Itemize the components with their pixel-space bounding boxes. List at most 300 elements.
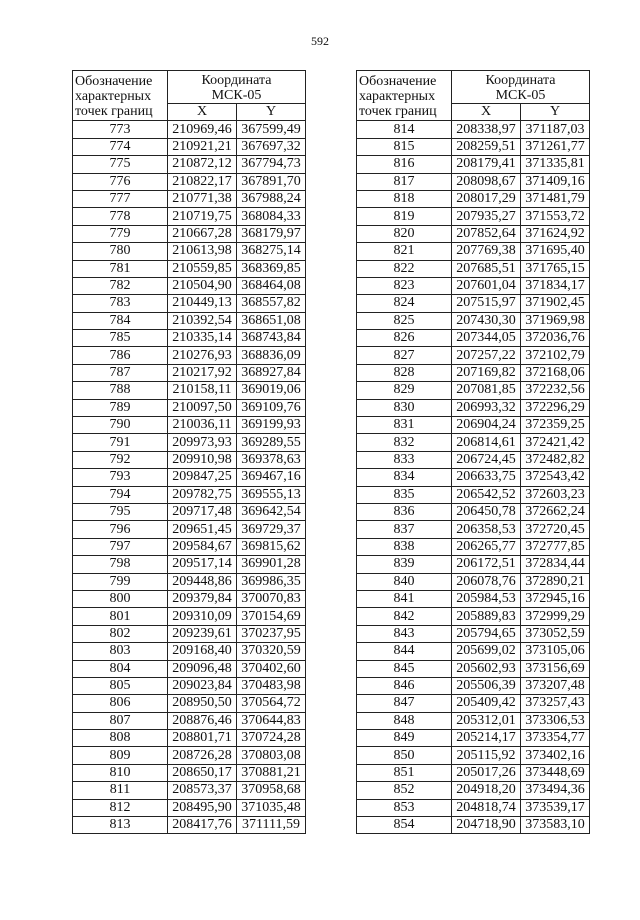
point-id-cell: 786: [73, 347, 168, 364]
table-row: [357, 295, 590, 312]
table-row: [357, 451, 590, 468]
point-id-cell: 817: [357, 173, 452, 190]
point-id-cell: 780: [73, 243, 168, 260]
point-id-cell: 787: [73, 364, 168, 381]
x-coordinate-cell: 205506,39: [452, 677, 521, 694]
point-id-cell: 826: [357, 330, 452, 347]
point-id-cell: 846: [357, 677, 452, 694]
x-coordinate-cell: 205602,93: [452, 660, 521, 677]
x-coordinate-cell: 206450,78: [452, 503, 521, 520]
y-coordinate-cell: 372036,76: [521, 330, 590, 347]
x-coordinate-cell: 210392,54: [168, 312, 237, 329]
table-row: [73, 121, 306, 138]
table-row: [73, 399, 306, 416]
x-coordinate-cell: 206993,32: [452, 399, 521, 416]
table-row: [357, 434, 590, 451]
x-coordinate-cell: 210335,14: [168, 330, 237, 347]
point-id-cell: 807: [73, 712, 168, 729]
point-id-cell: 852: [357, 782, 452, 799]
point-id-cell: 782: [73, 277, 168, 294]
point-id-cell: 827: [357, 347, 452, 364]
y-coordinate-cell: 368275,14: [237, 243, 306, 260]
y-coordinate-cell: 373494,36: [521, 782, 590, 799]
x-coordinate-cell: 209448,86: [168, 573, 237, 590]
y-coordinate-cell: 372662,24: [521, 503, 590, 520]
y-coordinate-cell: 370881,21: [237, 764, 306, 781]
y-coordinate-cell: 368836,09: [237, 347, 306, 364]
y-coordinate-cell: 367988,24: [237, 190, 306, 207]
point-id-cell: 845: [357, 660, 452, 677]
y-coordinate-cell: 371553,72: [521, 208, 590, 225]
table-row: [73, 799, 306, 816]
y-coordinate-cell: 371335,81: [521, 156, 590, 173]
point-id-cell: 802: [73, 625, 168, 642]
y-coordinate-cell: 371969,98: [521, 312, 590, 329]
x-column-header: X: [452, 104, 521, 121]
table-row: [73, 625, 306, 642]
x-coordinate-cell: 208573,37: [168, 782, 237, 799]
y-coordinate-cell: 370402,60: [237, 660, 306, 677]
x-coordinate-cell: 208417,76: [168, 817, 237, 834]
point-id-cell: 810: [73, 764, 168, 781]
y-coordinate-cell: 367891,70: [237, 173, 306, 190]
x-coordinate-cell: 206172,51: [452, 556, 521, 573]
y-coordinate-cell: 368464,08: [237, 277, 306, 294]
x-coordinate-cell: 206633,75: [452, 469, 521, 486]
point-id-cell: 830: [357, 399, 452, 416]
point-id-cell: 853: [357, 799, 452, 816]
y-coordinate-cell: 369019,06: [237, 382, 306, 399]
point-id-cell: 812: [73, 799, 168, 816]
x-coordinate-cell: 210158,11: [168, 382, 237, 399]
table-row: [73, 382, 306, 399]
point-id-cell: 831: [357, 417, 452, 434]
x-coordinate-cell: 207769,38: [452, 243, 521, 260]
point-id-cell: 804: [73, 660, 168, 677]
table-row: [73, 364, 306, 381]
y-coordinate-cell: 367599,49: [237, 121, 306, 138]
x-coordinate-cell: 205017,26: [452, 764, 521, 781]
x-coordinate-cell: 209782,75: [168, 486, 237, 503]
table-row: [73, 486, 306, 503]
y-coordinate-cell: 369901,28: [237, 556, 306, 573]
y-coordinate-cell: 371834,17: [521, 277, 590, 294]
point-id-cell: 789: [73, 399, 168, 416]
x-coordinate-cell: 209168,40: [168, 643, 237, 660]
y-coordinate-cell: 372999,29: [521, 608, 590, 625]
y-coordinate-cell: 371902,45: [521, 295, 590, 312]
point-id-cell: 835: [357, 486, 452, 503]
coordinate-system: МСК-05: [211, 88, 262, 103]
x-coordinate-cell: 210097,50: [168, 399, 237, 416]
table-row: [357, 538, 590, 555]
table-row: [73, 190, 306, 207]
y-coordinate-cell: 369642,54: [237, 503, 306, 520]
y-coordinate-cell: 370154,69: [237, 608, 306, 625]
point-id-cell: 841: [357, 590, 452, 607]
table-row: [357, 347, 590, 364]
table-row: [73, 260, 306, 277]
coordinate-system: МСК-05: [495, 88, 546, 103]
point-id-cell: 816: [357, 156, 452, 173]
x-coordinate-cell: 206904,24: [452, 417, 521, 434]
x-coordinate-cell: 209973,93: [168, 434, 237, 451]
table-row: [73, 312, 306, 329]
x-coordinate-cell: 209910,98: [168, 451, 237, 468]
y-coordinate-cell: 369467,16: [237, 469, 306, 486]
y-coordinate-cell: 367697,32: [237, 138, 306, 155]
y-coordinate-cell: 369109,76: [237, 399, 306, 416]
x-coordinate-cell: 207601,04: [452, 277, 521, 294]
table-row: [357, 521, 590, 538]
x-coordinate-cell: 204818,74: [452, 799, 521, 816]
y-coordinate-cell: 370320,59: [237, 643, 306, 660]
y-coordinate-cell: 370483,98: [237, 677, 306, 694]
y-coordinate-cell: 367794,73: [237, 156, 306, 173]
y-coordinate-cell: 368927,84: [237, 364, 306, 381]
y-coordinate-cell: 369729,37: [237, 521, 306, 538]
point-id-cell: 838: [357, 538, 452, 555]
point-id-cell: 792: [73, 451, 168, 468]
y-coordinate-cell: 372720,45: [521, 521, 590, 538]
y-coordinate-cell: 370724,28: [237, 730, 306, 747]
y-coordinate-cell: 372168,06: [521, 364, 590, 381]
point-id-cell: 800: [73, 590, 168, 607]
x-coordinate-cell: 208876,46: [168, 712, 237, 729]
point-id-cell: 779: [73, 225, 168, 242]
y-coordinate-cell: 371187,03: [521, 121, 590, 138]
table-row: [357, 469, 590, 486]
y-coordinate-cell: 371035,48: [237, 799, 306, 816]
x-coordinate-cell: 210036,11: [168, 417, 237, 434]
y-coordinate-cell: 369815,62: [237, 538, 306, 555]
table-row: [73, 521, 306, 538]
table-row: [357, 573, 590, 590]
point-id-cell: 814: [357, 121, 452, 138]
y-coordinate-cell: 369378,63: [237, 451, 306, 468]
table-row: [73, 138, 306, 155]
y-coordinate-cell: 373156,69: [521, 660, 590, 677]
y-coordinate-cell: 373257,43: [521, 695, 590, 712]
x-coordinate-cell: 208950,50: [168, 695, 237, 712]
y-coordinate-cell: 372296,29: [521, 399, 590, 416]
y-coordinate-cell: 372421,42: [521, 434, 590, 451]
y-coordinate-cell: 372232,56: [521, 382, 590, 399]
x-coordinate-cell: 210449,13: [168, 295, 237, 312]
x-coordinate-cell: 204718,90: [452, 817, 521, 834]
point-id-cell: 842: [357, 608, 452, 625]
y-coordinate-cell: 373354,77: [521, 730, 590, 747]
point-id-cell: 819: [357, 208, 452, 225]
x-coordinate-cell: 208495,90: [168, 799, 237, 816]
table-row: [73, 417, 306, 434]
point-id-cell: 815: [357, 138, 452, 155]
table-row: [357, 312, 590, 329]
y-coordinate-cell: 372890,21: [521, 573, 590, 590]
y-coordinate-cell: 373105,06: [521, 643, 590, 660]
x-coordinate-cell: 206265,77: [452, 538, 521, 555]
x-coordinate-cell: 205312,01: [452, 712, 521, 729]
point-id-cell: 829: [357, 382, 452, 399]
y-coordinate-cell: 373207,48: [521, 677, 590, 694]
point-id-cell: 825: [357, 312, 452, 329]
table-row: [357, 364, 590, 381]
point-designation-header: Обозначение характерных точек границ: [357, 71, 452, 121]
point-id-cell: 783: [73, 295, 168, 312]
x-coordinate-cell: 208338,97: [452, 121, 521, 138]
point-id-cell: 777: [73, 190, 168, 207]
x-coordinate-cell: 209096,48: [168, 660, 237, 677]
point-id-cell: 850: [357, 747, 452, 764]
point-id-cell: 809: [73, 747, 168, 764]
point-id-cell: 790: [73, 417, 168, 434]
table-row: [357, 138, 590, 155]
table-row: [73, 695, 306, 712]
x-coordinate-cell: 207515,97: [452, 295, 521, 312]
table-row: [73, 556, 306, 573]
x-coordinate-cell: 209023,84: [168, 677, 237, 694]
point-id-cell: 849: [357, 730, 452, 747]
point-id-cell: 839: [357, 556, 452, 573]
coordinates-table-left: [72, 70, 306, 834]
table-row: [357, 417, 590, 434]
table-row: [73, 782, 306, 799]
table-row: [357, 712, 590, 729]
table-row: [357, 190, 590, 207]
table-row: [73, 608, 306, 625]
x-coordinate-cell: 208726,28: [168, 747, 237, 764]
y-coordinate-cell: 373402,16: [521, 747, 590, 764]
x-coordinate-cell: 210667,28: [168, 225, 237, 242]
table-row: [357, 382, 590, 399]
y-coordinate-cell: 370237,95: [237, 625, 306, 642]
y-coordinate-cell: 372603,23: [521, 486, 590, 503]
x-coordinate-cell: 210771,38: [168, 190, 237, 207]
table-row: [73, 434, 306, 451]
table-row: [73, 277, 306, 294]
y-coordinate-cell: 371111,59: [237, 817, 306, 834]
x-coordinate-cell: 208017,29: [452, 190, 521, 207]
x-coordinate-cell: 208801,71: [168, 730, 237, 747]
x-coordinate-cell: 210276,93: [168, 347, 237, 364]
point-id-cell: 824: [357, 295, 452, 312]
coordinate-title: Координата: [485, 73, 556, 88]
table-row: [73, 156, 306, 173]
x-coordinate-cell: 209310,09: [168, 608, 237, 625]
table-row: [73, 451, 306, 468]
x-coordinate-cell: 210504,90: [168, 277, 237, 294]
table-row: [73, 764, 306, 781]
y-coordinate-cell: 370803,08: [237, 747, 306, 764]
x-coordinate-cell: 209517,14: [168, 556, 237, 573]
y-column-header: Y: [521, 104, 590, 121]
table-row: [357, 730, 590, 747]
table-row: [73, 208, 306, 225]
table-row: [73, 677, 306, 694]
x-coordinate-cell: 210217,92: [168, 364, 237, 381]
point-id-cell: 805: [73, 677, 168, 694]
table-row: [73, 643, 306, 660]
table-row: [357, 208, 590, 225]
point-id-cell: 834: [357, 469, 452, 486]
y-coordinate-cell: 368179,97: [237, 225, 306, 242]
y-coordinate-cell: 372834,44: [521, 556, 590, 573]
coordinate-header: [452, 71, 590, 104]
table-row: [357, 243, 590, 260]
y-coordinate-cell: 371261,77: [521, 138, 590, 155]
point-id-cell: 797: [73, 538, 168, 555]
table-row: [357, 625, 590, 642]
table-row: [357, 486, 590, 503]
y-column-header: Y: [237, 104, 306, 121]
x-coordinate-cell: 205214,17: [452, 730, 521, 747]
x-coordinate-cell: 209379,84: [168, 590, 237, 607]
table-row: [357, 590, 590, 607]
y-coordinate-cell: 369555,13: [237, 486, 306, 503]
x-coordinate-cell: 207430,30: [452, 312, 521, 329]
point-id-cell: 799: [73, 573, 168, 590]
table-row: [73, 225, 306, 242]
coordinate-header: [168, 71, 306, 104]
y-coordinate-cell: 368557,82: [237, 295, 306, 312]
y-coordinate-cell: 372777,85: [521, 538, 590, 555]
point-id-cell: 828: [357, 364, 452, 381]
table-row: [73, 243, 306, 260]
x-coordinate-cell: 210921,21: [168, 138, 237, 155]
x-coordinate-cell: 209717,48: [168, 503, 237, 520]
table-row: [73, 469, 306, 486]
table-row: [357, 173, 590, 190]
x-coordinate-cell: 204918,20: [452, 782, 521, 799]
point-id-cell: 818: [357, 190, 452, 207]
x-coordinate-cell: 206542,52: [452, 486, 521, 503]
y-coordinate-cell: 369986,35: [237, 573, 306, 590]
table-row: [73, 538, 306, 555]
y-coordinate-cell: 373539,17: [521, 799, 590, 816]
y-coordinate-cell: 370070,83: [237, 590, 306, 607]
table-row: [73, 747, 306, 764]
table-row: [73, 503, 306, 520]
y-coordinate-cell: 373583,10: [521, 817, 590, 834]
page-number: 592: [311, 34, 329, 48]
point-id-cell: 781: [73, 260, 168, 277]
table-row: [357, 764, 590, 781]
x-coordinate-cell: 208179,41: [452, 156, 521, 173]
point-id-cell: 844: [357, 643, 452, 660]
point-id-cell: 778: [73, 208, 168, 225]
x-coordinate-cell: 210559,85: [168, 260, 237, 277]
table-row: [357, 330, 590, 347]
y-coordinate-cell: 371765,15: [521, 260, 590, 277]
table-row: [357, 799, 590, 816]
x-coordinate-cell: 206724,45: [452, 451, 521, 468]
point-id-cell: 803: [73, 643, 168, 660]
point-id-cell: 785: [73, 330, 168, 347]
y-coordinate-cell: 369289,55: [237, 434, 306, 451]
point-id-cell: 776: [73, 173, 168, 190]
x-coordinate-cell: 205699,02: [452, 643, 521, 660]
point-id-cell: 801: [73, 608, 168, 625]
point-id-cell: 820: [357, 225, 452, 242]
y-coordinate-cell: 372945,16: [521, 590, 590, 607]
x-coordinate-cell: 207257,22: [452, 347, 521, 364]
table-row: [357, 260, 590, 277]
point-id-cell: 813: [73, 817, 168, 834]
table-row: [357, 121, 590, 138]
y-coordinate-cell: 373052,59: [521, 625, 590, 642]
table-row: [73, 817, 306, 834]
y-coordinate-cell: 371481,79: [521, 190, 590, 207]
x-coordinate-cell: 210969,46: [168, 121, 237, 138]
point-id-cell: 798: [73, 556, 168, 573]
table-row: [357, 660, 590, 677]
x-coordinate-cell: 210872,12: [168, 156, 237, 173]
table-row: [73, 730, 306, 747]
coordinate-title: Координата: [201, 73, 272, 88]
x-coordinate-cell: 210822,17: [168, 173, 237, 190]
table-row: [73, 660, 306, 677]
point-id-cell: 775: [73, 156, 168, 173]
x-coordinate-cell: 209239,61: [168, 625, 237, 642]
point-id-cell: 854: [357, 817, 452, 834]
x-coordinate-cell: 205115,92: [452, 747, 521, 764]
table-row: [357, 677, 590, 694]
y-coordinate-cell: 371624,92: [521, 225, 590, 242]
x-coordinate-cell: 205409,42: [452, 695, 521, 712]
x-coordinate-cell: 207852,64: [452, 225, 521, 242]
x-coordinate-cell: 208650,17: [168, 764, 237, 781]
table-row: [357, 643, 590, 660]
point-id-cell: 836: [357, 503, 452, 520]
point-id-cell: 773: [73, 121, 168, 138]
x-coordinate-cell: 206814,61: [452, 434, 521, 451]
y-coordinate-cell: 368651,08: [237, 312, 306, 329]
table-row: [357, 747, 590, 764]
point-id-cell: 794: [73, 486, 168, 503]
y-coordinate-cell: 373448,69: [521, 764, 590, 781]
table-row: [357, 817, 590, 834]
y-coordinate-cell: 371409,16: [521, 173, 590, 190]
table-row: [357, 556, 590, 573]
y-coordinate-cell: 372359,25: [521, 417, 590, 434]
table-row: [73, 712, 306, 729]
point-id-cell: 795: [73, 503, 168, 520]
point-id-cell: 848: [357, 712, 452, 729]
point-id-cell: 793: [73, 469, 168, 486]
x-column-header: X: [168, 104, 237, 121]
x-coordinate-cell: 205984,53: [452, 590, 521, 607]
table-row: [73, 590, 306, 607]
table-row: [357, 399, 590, 416]
point-id-cell: 806: [73, 695, 168, 712]
table-row: [73, 330, 306, 347]
point-id-cell: 847: [357, 695, 452, 712]
y-coordinate-cell: 372543,42: [521, 469, 590, 486]
y-coordinate-cell: 371695,40: [521, 243, 590, 260]
point-id-cell: 840: [357, 573, 452, 590]
x-coordinate-cell: 209651,45: [168, 521, 237, 538]
x-coordinate-cell: 210613,98: [168, 243, 237, 260]
point-id-cell: 796: [73, 521, 168, 538]
point-id-cell: 811: [73, 782, 168, 799]
x-coordinate-cell: 207935,27: [452, 208, 521, 225]
point-id-cell: 822: [357, 260, 452, 277]
y-coordinate-cell: 368369,85: [237, 260, 306, 277]
x-coordinate-cell: 210719,75: [168, 208, 237, 225]
table-row: [357, 695, 590, 712]
table-row: [357, 277, 590, 294]
x-coordinate-cell: 208098,67: [452, 173, 521, 190]
